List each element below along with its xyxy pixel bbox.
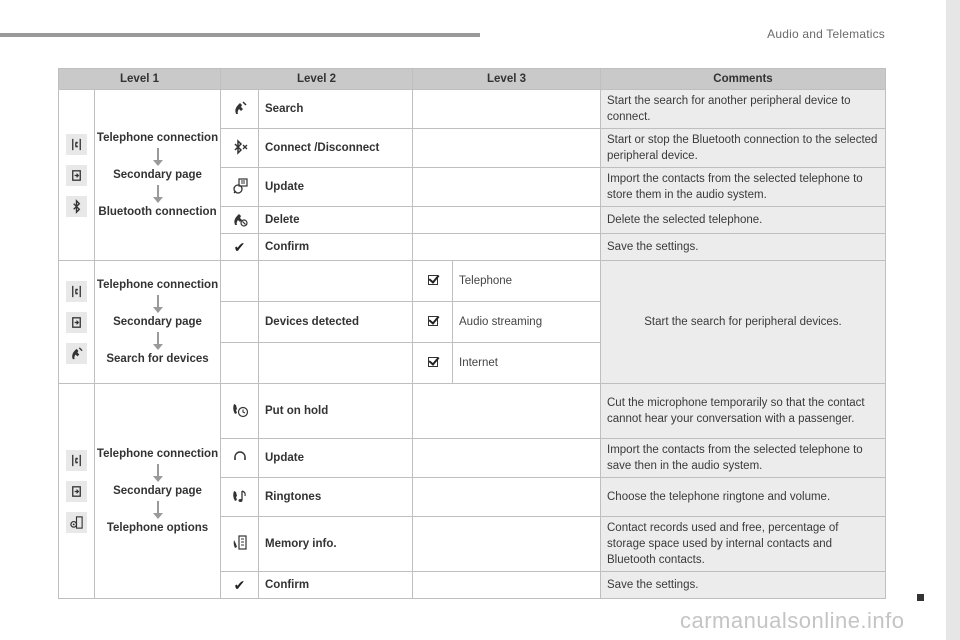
comment-devices-detected: Start the search for peripheral devices. [601,261,886,384]
search-devices-icon [66,343,87,364]
option-internet: Internet [453,343,601,384]
nav-telephone-connection: Telephone connection [96,279,219,291]
down-arrow-icon [95,148,220,166]
option-devices-detected: Devices detected [259,302,413,343]
comment-confirm: Save the settings. [601,572,886,599]
level2-empty [221,343,259,384]
comment-memory-info: Contact records used and free, percentage of storage space used by internal contacts and Bluetooth contacts. [601,517,886,572]
bluetooth-icon [66,196,87,217]
level2-empty [221,261,259,302]
secondary-page-icon [66,481,87,502]
table-header-row [59,69,886,90]
level2-empty [221,302,259,343]
option-confirm: Confirm [259,234,413,261]
level1-icons-search [59,261,95,384]
page-edge-strip [946,0,960,640]
update-icon [221,439,259,478]
nav-telephone-options: Telephone options [106,522,209,534]
nav-search-for-devices: Search for devices [106,353,209,365]
check-icon: ✔ [221,234,259,261]
level1-navigation-search [95,261,221,384]
comment-update: Import the contacts from the selected telephone to save then in the audio system. [601,439,886,478]
nav-telephone-connection: Telephone connection [96,132,219,144]
watermark-text: carmanualsonline.info [680,608,905,633]
down-arrow-icon [95,295,220,313]
comment-confirm: Save the settings. [601,234,886,261]
table-row [59,384,886,439]
table-row [59,261,886,302]
option-search: Search [259,90,413,129]
section-title: Audio and Telematics [767,27,885,41]
column-header-level1: Level 1 [59,69,221,90]
level2-empty [259,343,413,384]
comment-delete: Delete the selected telephone. [601,207,886,234]
menu-table [58,68,886,599]
level3-empty [413,478,601,517]
check-icon: ✔ [221,572,259,599]
down-arrow-icon [95,332,220,350]
secondary-page-icon [66,165,87,186]
level1-navigation-bluetooth [95,90,221,261]
option-connect-disconnect: Connect /Disconnect [259,129,413,168]
down-arrow-icon [95,501,220,519]
header-rule [0,33,480,37]
table-row [59,90,886,129]
option-telephone: Telephone [453,261,601,302]
comment-update: Import the contacts from the selected telephone to store them in the audio system. [601,168,886,207]
end-of-section-marker [917,594,924,601]
comment-put-on-hold: Cut the microphone temporarily so that the contact cannot hear your conversation with a passenger. [601,384,886,439]
comment-search: Start the search for another peripheral device to connect. [601,90,886,129]
level3-empty [413,572,601,599]
level3-empty [413,384,601,439]
option-delete: Delete [259,207,413,234]
level3-empty [413,207,601,234]
update-contacts-icon [221,168,259,207]
option-memory-info: Memory info. [259,517,413,572]
level3-empty [413,129,601,168]
level2-empty [259,261,413,302]
option-ringtones: Ringtones [259,478,413,517]
column-header-level3: Level 3 [413,69,601,90]
down-arrow-icon [95,464,220,482]
comment-connect-disconnect: Start or stop the Bluetooth connection to the selected peripheral device. [601,129,886,168]
option-update: Update [259,168,413,207]
phone-menu-icon [66,281,87,302]
nav-secondary-page: Secondary page [113,169,202,181]
phone-menu-icon [66,134,87,155]
option-put-on-hold: Put on hold [259,384,413,439]
level3-empty [413,168,601,207]
nav-telephone-connection: Telephone connection [96,448,219,460]
search-device-icon [221,90,259,129]
column-header-level2: Level 2 [221,69,413,90]
level3-empty [413,90,601,129]
secondary-page-icon [66,312,87,333]
phone-menu-icon [66,450,87,471]
checkbox-icon [413,261,453,302]
level1-icons-bluetooth [59,90,95,261]
level1-icons-options [59,384,95,599]
option-update: Update [259,439,413,478]
checkbox-icon [413,343,453,384]
column-header-comments: Comments [601,69,886,90]
checkbox-icon [413,302,453,343]
nav-secondary-page: Secondary page [113,316,202,328]
memory-info-icon [221,517,259,572]
delete-icon [221,207,259,234]
nav-secondary-page: Secondary page [113,485,202,497]
level1-navigation-options [95,384,221,599]
nav-bluetooth-connection: Bluetooth connection [98,206,217,218]
bluetooth-connect-icon [221,129,259,168]
level3-empty [413,517,601,572]
option-confirm: Confirm [259,572,413,599]
level3-empty [413,234,601,261]
telephone-options-icon [66,512,87,533]
option-audio-streaming: Audio streaming [453,302,601,343]
put-on-hold-icon [221,384,259,439]
comment-ringtones: Choose the telephone ringtone and volume. [601,478,886,517]
ringtone-icon [221,478,259,517]
down-arrow-icon [95,185,220,203]
level3-empty [413,439,601,478]
